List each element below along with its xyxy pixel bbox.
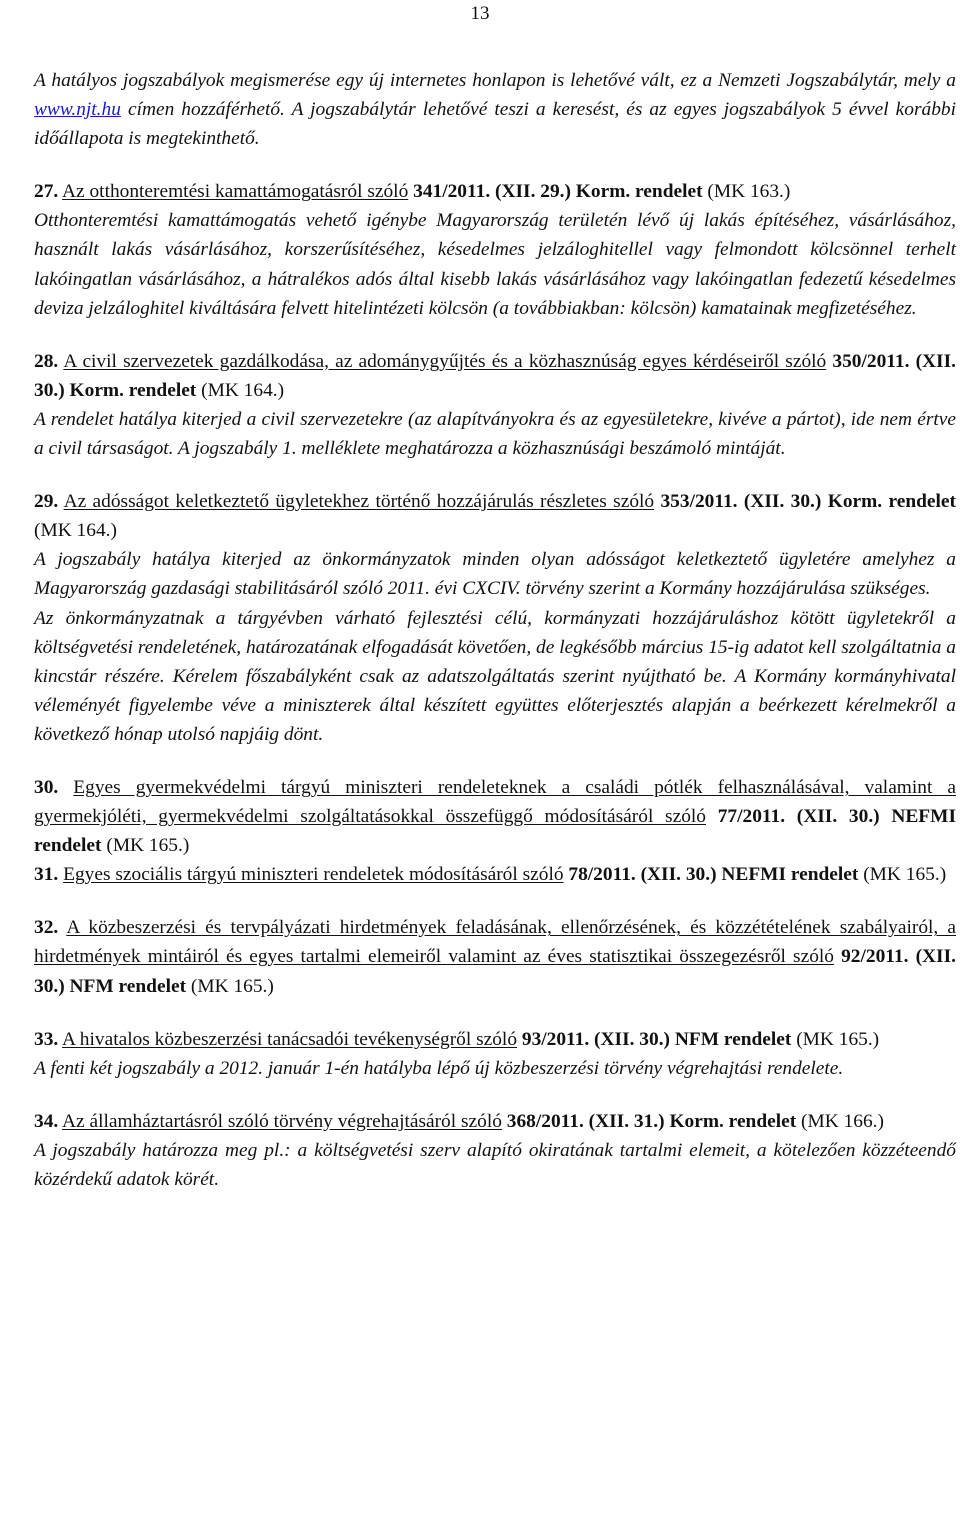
item-ref: 78/2011. (XII. 30.) NEFMI rendelet	[568, 864, 859, 886]
intro-text-after: címen hozzáférhető. A jogszabálytár lehetővé teszi a keresést, és az egyes jogszabályok 5 évvel korábbi időállapota is megtekinthető.	[34, 99, 956, 150]
item-31-heading	[34, 860, 956, 889]
item-ref: 92/2011. (XII. 30.) NFM rendelet	[34, 946, 956, 997]
item-source: (MK 165.)	[190, 975, 274, 997]
item-ref: 341/2011. (XII. 29.) Korm. rendelet	[413, 181, 703, 203]
item-number: 27.	[34, 181, 59, 203]
item-ref: 350/2011. (XII. 30.) Korm. rendelet	[34, 350, 957, 401]
item-source: (MK 164.)	[201, 379, 285, 401]
item-33-paragraph: A fenti két jogszabály a 2012. január 1-én hatályba lépő új közbeszerzési törvény végrehajtási rendelete.	[34, 1057, 844, 1079]
item-28-heading	[34, 347, 956, 405]
item-number: 33.	[34, 1028, 59, 1050]
document-body	[34, 66, 956, 1194]
intro-paragraph	[34, 66, 956, 153]
item-number: 34.	[34, 1110, 59, 1132]
item-33-heading	[34, 1025, 956, 1054]
intro-text-before: A hatályos jogszabályok megismerése egy új internetes honlapon is lehetővé vált, ez a Nemzeti Jogszabálytár, mely a	[34, 70, 956, 91]
item-number: 30.	[34, 776, 59, 798]
item-source: (MK 164.)	[34, 520, 117, 542]
item-29-heading	[34, 487, 956, 545]
item-title: Egyes szociális tárgyú miniszteri rendeletek módosításáról szóló	[63, 864, 564, 886]
page-number: 13	[470, 3, 490, 24]
item-number: 29.	[34, 491, 59, 513]
item-27-paragraph: Otthonteremtési kamattámogatás vehető igénybe Magyarország területén lévő új lakás építéséhez, vásárlásához, használt lakás vásárlásához, korszerűsítéséhez, késedelmes jelzáloghitellel vagy felmondott kölcsönnel terhelt lakóingatlan vásárlásához, a hátralékos adós által kisebb lakás vásárlásához vagy lakóingatlan fedezetű késedelmes deviza jelzáloghitel kiváltására felvett hitelintézeti kölcsön (a továbbiakban: kölcsön) kamatainak megfizetéséhez.	[34, 210, 956, 319]
item-29-paragraph-2: Az önkormányzatnak a tárgyévben várható fejlesztési célú, kormányzati hozzájáruláshoz kötött ügyletekről a költségvetési rendeletének, határozatának elfogadását követően, de legkésőbb március 15-ig adatot kell szolgáltatnia a kincstár részére. Kérelem főszabályként csak az adatszolgáltatás szerint nyújtható be. A Kormány kormányhivatal véleményét figyelembe véve a miniszterek által készített együttes előterjesztés alapján a beérkezett kérelmekről a következő hónap utolsó napjáig dönt.	[34, 607, 956, 745]
item-34-paragraph: A jogszabály határozza meg pl.: a költségvetési szerv alapító okiratának tartalmi elemeit, a kötelezően közzéteendő közérdekű adatok körét.	[34, 1139, 956, 1190]
item-source: (MK 166.)	[801, 1110, 884, 1132]
item-28-paragraph: A rendelet hatálya kiterjed a civil szervezetekre (az alapítványokra és az egyesületekre, kivéve a pártot), ide nem értve a civil társaságot. A jogszabály 1. melléklete meghatározza a közhasznúsági beszámoló mintáját.	[34, 408, 956, 460]
item-ref: 353/2011. (XII. 30.) Korm. rendelet	[660, 491, 956, 513]
item-title: Az otthonteremtési kamattámogatásról szóló	[62, 181, 409, 203]
item-number: 32.	[34, 917, 59, 939]
item-title: A civil szervezetek gazdálkodása, az adománygyűjtés és a közhasznúság egyes kérdéseiről szóló	[63, 350, 827, 372]
item-29-paragraph-1: A jogszabály hatálya kiterjed az önkormányzatok minden olyan adósságot keletkeztető ügyletére amelyhez a Magyarország gazdasági stabilitásáról szóló 2011. évi CXCIV. törvény szerint a Kormány hozzájárulása szükséges.	[34, 549, 956, 600]
item-ref: 93/2011. (XII. 30.) NFM rendelet	[521, 1028, 792, 1050]
item-source: (MK 165.)	[106, 835, 190, 857]
njt-link[interactable]: www.njt.hu	[34, 99, 121, 121]
item-title: Az adósságot keletkeztető ügyletekhez történő hozzájárulás részletes szóló	[63, 491, 655, 513]
item-title: A hivatalos közbeszerzési tanácsadói tevékenységről szóló	[62, 1028, 518, 1050]
item-ref: 368/2011. (XII. 31.) Korm. rendelet	[506, 1110, 797, 1132]
item-title: A közbeszerzési és tervpályázati hirdetmények feladásának, ellenőrzésének, és közzétételének szabályairól, a hirdetmények mintáiról és egyes tartalmi elemeiről valamint az éves statisztikai összegezésről szóló	[34, 917, 956, 968]
item-source: (MK 165.)	[863, 864, 947, 886]
item-34-heading	[34, 1107, 956, 1136]
item-ref: 77/2011. (XII. 30.) NEFMI rendelet	[34, 806, 956, 857]
item-number: 31.	[34, 864, 59, 886]
item-title: Az államháztartásról szóló törvény végrehajtásáról szóló	[62, 1110, 502, 1132]
item-32-heading	[34, 913, 956, 1000]
item-27-heading	[34, 177, 956, 206]
item-title: Egyes gyermekvédelmi tárgyú miniszteri rendeleteknek a családi pótlék felhasználásával, valamint a gyermekjóléti, gyermekvédelmi szolgáltatásokkal összefüggő módosításáról szóló	[34, 776, 956, 828]
item-source: (MK 163.)	[707, 181, 791, 203]
item-source: (MK 165.)	[796, 1028, 880, 1050]
item-30-heading	[34, 773, 956, 860]
item-number: 28.	[34, 350, 59, 372]
